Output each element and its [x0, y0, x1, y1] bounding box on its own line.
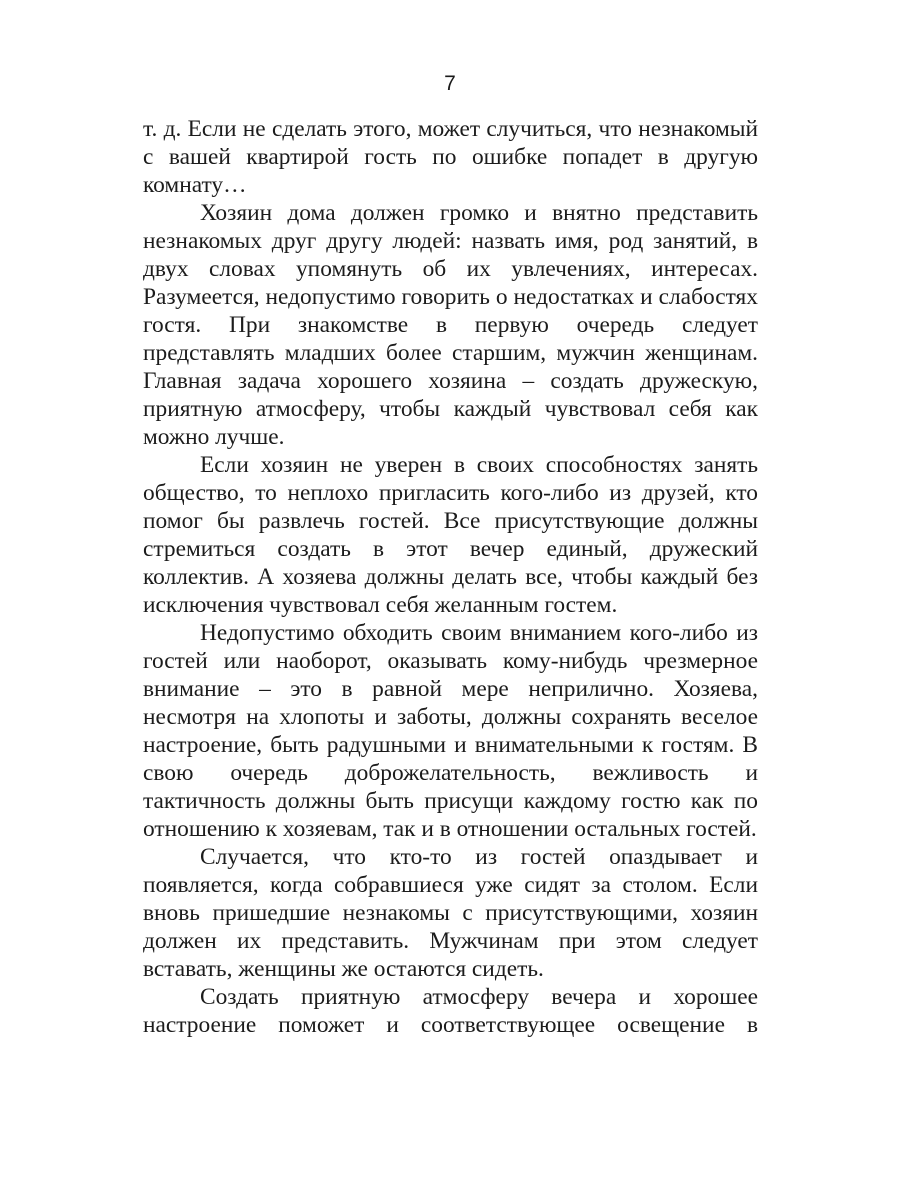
- paragraph-2: Хозяин дома должен громко и внятно представить незнакомых друг другу людей: назвать имя, род занятий, в двух словах упомянуть об их увлечениях, интересах. Разумеется, недопустимо говорить о недостатках и слабостях гостя. При знакомстве в первую очередь следует представлять младших более старшим, мужчин женщинам. Главная задача хорошего хозяина – создать дружескую, приятную атмосферу, чтобы каждый чувствовал себя как можно лучше.: [143, 200, 758, 450]
- paragraph-1: т. д. Если не сделать этого, может случиться, что незнакомый с вашей квартирой гость по ошибке попадет в другую комнату…: [143, 116, 758, 198]
- paragraph-3: Если хозяин не уверен в своих способностях занять общество, то неплохо пригласить кого-либо из друзей, кто помог бы развлечь гостей. Все присутствующие должны стремиться создать в этот вечер единый, дружеский коллектив. А хозяева должны делать все, чтобы каждый без исключения чувствовал себя желанным гостем.: [143, 452, 758, 618]
- paragraph-6: Создать приятную атмосферу вечера и хорошее настроение поможет и соответствующее освещение в: [143, 984, 758, 1038]
- paragraph-5: Случается, что кто-то из гостей опаздывает и появляется, когда собравшиеся уже сидят за столом. Если вновь пришедшие незнакомы с присутствующими, хозяин должен их представить. Мужчинам при этом следует вставать, женщины же остаются сидеть.: [143, 844, 758, 982]
- text-body: [143, 115, 758, 1039]
- page-number: 7: [444, 72, 456, 95]
- paragraph-4: Недопустимо обходить своим вниманием кого-либо из гостей или наоборот, оказывать кому-нибудь чрезмерное внимание – это в равной мере неприлично. Хозяева, несмотря на хлопоты и заботы, должны сохранять веселое настроение, быть радушными и внимательными к гостям. В свою очередь доброжелательность, вежливость и тактичность должны быть присущи каждому гостю как по отношению к хозяевам, так и в отношении остальных гостей.: [143, 620, 758, 842]
